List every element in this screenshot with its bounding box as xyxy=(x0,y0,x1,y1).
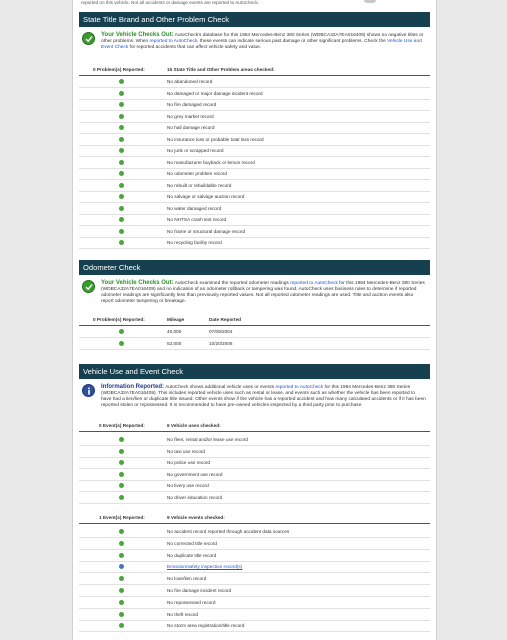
row-label: No police use record xyxy=(167,460,210,465)
check-dot-icon xyxy=(119,495,124,500)
table-row xyxy=(79,573,430,585)
check-dot-icon xyxy=(119,553,124,558)
table-row xyxy=(79,157,430,169)
check-dot-icon xyxy=(119,612,124,617)
check-dot-icon xyxy=(119,483,124,488)
row-label: No corrected title record xyxy=(167,540,218,546)
intro-heading: Your Vehicle Checks Out: xyxy=(101,32,174,38)
check-dot-icon xyxy=(119,194,124,199)
check-dot-icon xyxy=(119,206,124,211)
table-row xyxy=(79,620,430,632)
row-label: No water damaged record xyxy=(167,205,222,211)
check-dot-icon xyxy=(119,449,124,454)
table-row xyxy=(79,111,430,123)
row-label: No taxi use record xyxy=(167,448,206,454)
intro-text: for this 1984 Mercedes-Benz 380 Series (WDBCA32A7EA016409). This includes reported vehicle uses such as rental or lease, and events such as whether the vehicle has been reported to have had a lien/lien or duplicate title issued. Other events show if the vehicle has a reported accident and how many calculated accidents or if it has been reported stolen or repossessed. It is recommended to have pre-owned vehicles inspected by a third party prior to purchase. xyxy=(101,385,426,408)
row-label: No recycling facility record xyxy=(167,240,222,245)
vehicle-use-section xyxy=(79,364,430,629)
reported-link[interactable]: reported to AutoCheck xyxy=(290,281,338,286)
intro-text: AutoCheck shows additional vehicle uses or events xyxy=(164,385,276,390)
title-brand-section xyxy=(79,12,430,245)
check-dot-icon xyxy=(119,229,124,234)
col-count: 0 Event(s) Reported: xyxy=(99,423,145,428)
intro-block xyxy=(79,275,430,310)
uses-column-header xyxy=(79,422,430,432)
check-dot-icon xyxy=(119,183,124,188)
check-dot-icon xyxy=(119,79,124,84)
table-row xyxy=(79,480,430,492)
row-label: No rebuilt or rebuildable record xyxy=(167,182,232,188)
table-row xyxy=(79,434,430,446)
intro-heading: Information Reported: xyxy=(101,384,164,390)
row-label: No fleet, rental and/or lease use record xyxy=(167,437,249,442)
check-dot-icon xyxy=(119,148,124,153)
check-dot-icon xyxy=(119,91,124,96)
row-label: No manufacturer buyback or lemon record xyxy=(167,159,255,165)
table-row xyxy=(79,326,430,338)
report-page xyxy=(72,0,437,640)
check-dot-icon xyxy=(119,137,124,142)
table-row xyxy=(79,203,430,215)
info-dot-icon xyxy=(119,564,124,569)
row-label: No insurance loss or probable total loss record xyxy=(167,136,264,142)
check-dot-icon xyxy=(119,114,124,119)
col-date: Date Reported xyxy=(209,317,242,322)
table-row xyxy=(79,446,430,458)
row-label: No frame or structural damage record xyxy=(167,228,246,234)
intro-text: , these events can indicate serious past damage or other significant problems. Check the xyxy=(197,39,388,44)
table-row xyxy=(79,76,430,88)
intro-text: AutoCheck's database for this 1984 Mercedes-Benz 380 Series (WDBCA32A7EA016409) shows no negative titles or other problems. When xyxy=(101,33,424,44)
row-label: No driver education record xyxy=(167,494,223,500)
check-dot-icon xyxy=(119,600,124,605)
section-title: State Title Brand and Other Problem Check xyxy=(79,12,430,27)
col-count: 0 Problem(s) Reported: xyxy=(93,317,145,322)
col-desc: 15 State Title and Other Problem areas checked: xyxy=(167,67,275,72)
table-row xyxy=(79,99,430,111)
row-label: No duplicate title record xyxy=(167,552,217,558)
row-label: No livery use record xyxy=(167,483,209,488)
check-dot-icon xyxy=(119,329,124,334)
table-row xyxy=(79,122,430,134)
table-row xyxy=(79,180,430,192)
table-row xyxy=(79,134,430,146)
row-label: No fire damage incident record xyxy=(167,588,232,593)
col-count: 1 Event(s) Reported: xyxy=(99,515,145,520)
section-title: Vehicle Use and Event Check xyxy=(79,364,430,379)
table-row xyxy=(79,338,430,350)
row-label: No NHTSA crash test record xyxy=(167,217,227,222)
events-column-header xyxy=(79,514,430,524)
check-dot-icon xyxy=(119,541,124,546)
table-row xyxy=(79,526,430,538)
table-row xyxy=(79,469,430,481)
check-badge-icon xyxy=(82,280,95,293)
row-label: No accident record reported through accident data sources xyxy=(167,529,290,534)
row-label: No salvage or salvage auction record xyxy=(167,194,245,199)
top-note: reported on this vehicle. Not all accidents or damage events are reported to AutoCheck. xyxy=(81,0,259,5)
reported-link[interactable]: reported to AutoCheck xyxy=(275,385,324,390)
reported-link[interactable]: reported to AutoCheck xyxy=(149,39,198,44)
check-dot-icon xyxy=(119,460,124,465)
column-header xyxy=(79,316,430,326)
intro-block xyxy=(79,27,430,70)
row-label: No grey market record xyxy=(167,113,214,119)
row-label: No theft record xyxy=(167,611,199,617)
check-badge-icon xyxy=(82,32,95,45)
table-row xyxy=(79,145,430,157)
section-title: Odometer Check xyxy=(79,260,430,275)
row-label: No loan/lien record xyxy=(167,576,207,582)
table-row xyxy=(79,237,430,249)
row-label: No odometer problem record xyxy=(167,171,227,176)
check-dot-icon xyxy=(119,588,124,593)
table-row xyxy=(79,609,430,621)
top-decoration xyxy=(364,0,376,3)
row-label: No junk or scrapped record xyxy=(167,148,224,153)
check-dot-icon xyxy=(119,472,124,477)
check-dot-icon xyxy=(119,529,124,534)
intro-text: AutoCheck examined the reported odometer readings xyxy=(173,281,291,286)
check-dot-icon xyxy=(119,623,124,628)
row-label: No abandoned record xyxy=(167,79,213,84)
column-header xyxy=(79,66,430,76)
col-desc: 9 Vehicle events checked: xyxy=(167,515,225,520)
col-desc: 6 Vehicle uses checked: xyxy=(167,423,221,428)
table-row xyxy=(79,550,430,562)
row-label: No hail damage record xyxy=(167,125,215,130)
row-label[interactable]: Emission/safety inspection record(s) xyxy=(167,564,243,570)
row-date: 07/09/2004 xyxy=(209,329,233,334)
vehicle-use-link[interactable]: Vehicle Use and Event Check xyxy=(101,39,422,50)
info-badge-icon xyxy=(82,384,95,397)
table-row xyxy=(79,561,430,573)
row-label: 52,000 xyxy=(167,341,182,346)
row-label: No storm area registration/title record xyxy=(167,623,245,629)
table-row xyxy=(79,168,430,180)
table-row xyxy=(79,226,430,238)
row-label: 40,000 xyxy=(167,329,182,334)
table-row xyxy=(79,88,430,100)
intro-heading: Your Vehicle Checks Out: xyxy=(101,280,174,286)
odometer-section xyxy=(79,260,430,346)
row-date: 10/20/2006 xyxy=(209,341,233,346)
row-label: No damaged or major damage incident record xyxy=(167,90,263,96)
check-dot-icon xyxy=(119,341,124,346)
table-row xyxy=(79,492,430,504)
check-dot-icon xyxy=(119,125,124,130)
table-row xyxy=(79,457,430,469)
check-dot-icon xyxy=(119,576,124,581)
row-label: No fire damaged record xyxy=(167,102,217,107)
check-dot-icon xyxy=(119,240,124,245)
table-row xyxy=(79,585,430,597)
col-mileage: Mileage xyxy=(167,317,185,322)
check-dot-icon xyxy=(119,171,124,176)
check-dot-icon xyxy=(119,102,124,107)
col-count: 0 Problem(s) Reported: xyxy=(93,67,145,72)
check-dot-icon xyxy=(119,437,124,442)
table-row xyxy=(79,191,430,203)
table-row xyxy=(79,597,430,609)
check-dot-icon xyxy=(119,217,124,222)
intro-block xyxy=(79,379,430,424)
intro-text: for this 1984 Mercedes-Benz 380 Series (WDBCA32A7EA016409) and no indication of an odometer rollback or tampering was found. AutoCheck uses business rules to determine if reported odometer readings are significantly less than previously reported values. Not all reported odometer readings are used. Title and auction events also report odometer tampering or breakage. xyxy=(101,281,425,304)
check-dot-icon xyxy=(119,160,124,165)
row-label: No repossessed record xyxy=(167,599,216,605)
intro-text: for reported accidents that can affect vehicle safety and value. xyxy=(128,45,262,50)
table-row xyxy=(79,214,430,226)
row-label: No government use record xyxy=(167,471,223,477)
table-row xyxy=(79,538,430,550)
